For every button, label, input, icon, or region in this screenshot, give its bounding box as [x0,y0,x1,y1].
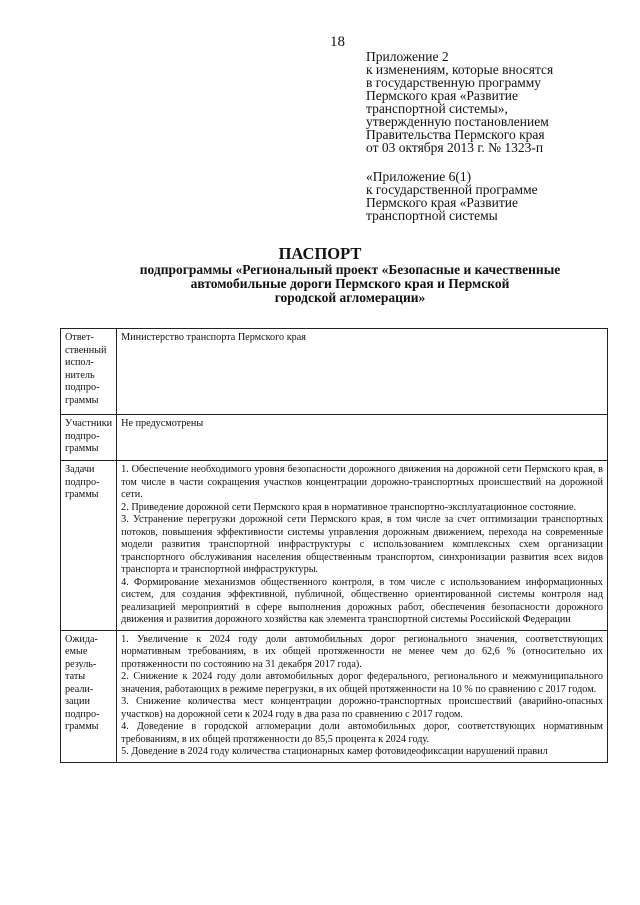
row-value [117,630,608,762]
row-label-line: нитель [65,369,95,381]
table-row [61,630,608,762]
subtitle-line: автомобильные дороги Пермского края и Пермской [190,276,510,291]
appendix2-line: Пермского края «Развитие [366,195,518,210]
row-paragraph: 3. Устранение перегрузки дорожной сети Пермского края, в том числе за счет оптимизации транспортных потоков, повышения эффективности системы управления дорожным движением, перехода на современные модели развития транспортной инфраструктуры с использованием комплексных схем организации транспортного обслуживания населения общественным транспортом, синхронизации развития всех видов транспорта и транспортной инфраструктуры. [121,514,603,575]
appendix2-line: транспортной системы [366,208,498,223]
row-paragraph: 4. Доведение в городской агломерации доли автомобильных дорог, соответствующих нормативным требованиям, в их общей протяженности до 85,5 процента к 2024 году. [121,721,603,745]
row-label-line: Участники [65,418,113,429]
row-paragraph: 2. Снижение к 2024 году доли автомобильных дорог федерального, регионального и межмуниципального значения, работающих в режиме перегрузки, в их общей протяженности на 10 % по сравнению с 2017 годом. [121,671,603,695]
document-title: ПАСПОРТ [278,244,362,263]
appendix-line: в государственную программу [366,75,542,90]
row-paragraph: 2. Приведение дорожной сети Пермского края в нормативное транспортно-эксплуатационное состояние. [121,501,577,513]
row-label-line: граммы [65,443,99,454]
row-label [61,461,117,631]
appendix-note [366,50,553,154]
appendix-line: Правительства Пермского края [366,127,545,142]
row-value [117,415,608,461]
appendix2-line: «Приложение 6(1) [366,169,472,184]
row-label-line: граммы [65,721,99,732]
table-row [61,329,608,415]
passport-table [60,328,608,763]
row-label-line: ственный [65,344,107,356]
row-paragraph: 1. Обеспечение необходимого уровня безопасности дорожного движения на дорожной сети Пермского края, в том числе в части сокращения участков концентрации дорожно-транспортных происшествий на дорожной сети. [121,464,603,500]
table-row [61,415,608,461]
row-label-line: граммы [65,489,99,500]
row-label [61,630,117,762]
row-paragraph: Министерство транспорта Пермского края [121,332,306,343]
row-label [61,415,117,461]
table-row [61,461,608,631]
row-paragraph: 4. Формирование механизмов общественного контроля, в том числе с использованием информационных систем, для создания эффективной, публичной, общественно ориентированной системы контроля над реализацией мероприятий в сфере выполнения дорожных работ, обеспечения безопасности дорожного движения и развития дорожного хозяйства как элемента транспортной системы Российской Федерации [121,576,603,625]
row-paragraph: 1. Увеличение к 2024 году доли автомобильных дорог регионального значения, соответствующих нормативным требованиям, в их общей протяженности не менее чем до 62,6 % (относительно их протяженности по состоянию на 31 декабря 2017 года). [121,633,603,670]
row-paragraph: 5. Доведение в 2024 году количества стационарных камер фотовидеофиксации нарушений правил [121,746,548,757]
row-label-line: емые [65,646,88,657]
row-label-line: подпро- [65,476,100,488]
appendix-line: к изменениям, которые вносятся [366,62,554,77]
page-number: 18 [330,34,345,50]
appendix-line: Пермского края «Развитие [366,88,518,103]
appendix-line: утвержденную постановлением [366,114,549,129]
row-label-line: Ответ- [65,332,94,343]
row-label-line: таты [65,671,86,682]
row-value [117,461,608,631]
row-label-line: подпро- [65,430,100,442]
row-label-line: Ожида- [65,633,98,645]
document-subtitle [90,263,610,305]
appendix-line: транспортной системы», [366,101,508,116]
row-label-line: подпро- [65,382,100,393]
row-label-line: реали- [65,683,94,695]
row-paragraph: Не предусмотрены [121,418,204,429]
appendix-note-2 [366,170,538,222]
appendix-line: Приложение 2 [366,49,449,64]
row-label-line: резуль- [65,658,97,670]
appendix2-line: к государственной программе [366,182,538,197]
subtitle-line: подпрограммы «Региональный проект «Безопасные и качественные [139,262,561,277]
row-label-line: подпро- [65,708,100,720]
row-label-line: зации [65,696,90,707]
appendix-line: от 03 октября 2013 г. № 1323-п [366,140,544,155]
subtitle-line: городской агломерации» [274,290,426,305]
row-label-line: Задачи [65,464,95,475]
row-label [61,329,117,415]
row-value [117,329,608,415]
row-paragraph: 3. Снижение количества мест концентрации дорожно-транспортных происшествий (аварийно-опасных участков) на дорожной сети к 2024 году в два раза по сравнению с 2017 годом. [121,696,603,720]
row-label-line: испол- [65,357,94,368]
row-label-line: граммы [65,394,99,406]
